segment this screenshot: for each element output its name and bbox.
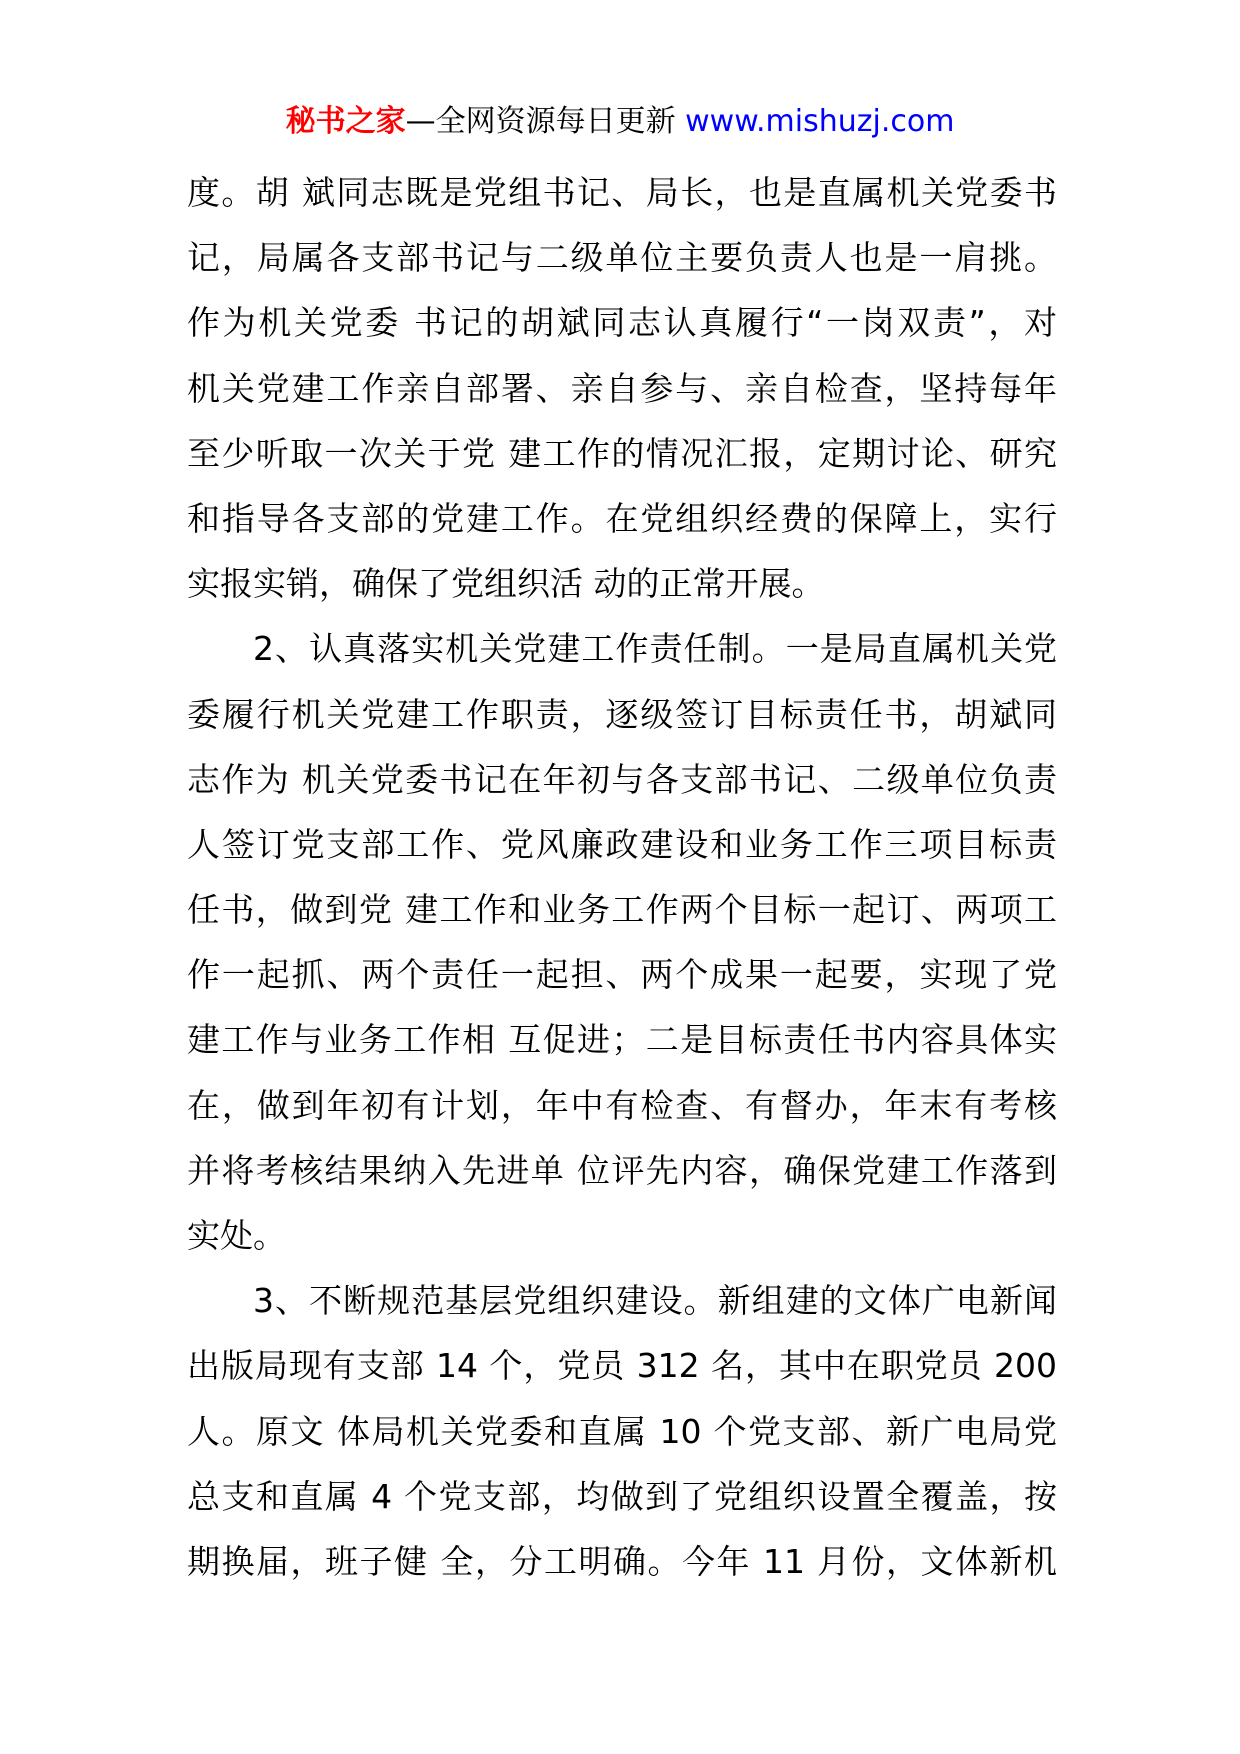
text-line: 在，做到年初有计划，年中有检查、有督办，年末有考核 <box>187 1085 1057 1125</box>
text-line: 建工作与业务工作相 互促进；二是目标责任书内容具体实 <box>187 1020 1057 1060</box>
brand-name: 秘书之家 <box>285 104 406 139</box>
text-line: 至少听取一次关于党 建工作的情况汇报，定期讨论、研究 <box>187 433 1057 473</box>
text-line: 作一起抓、两个责任一起担、两个成果一起要，实现了党 <box>187 955 1057 995</box>
text-line: 和指导各支部的党建工作。在党组织经费的保障上，实行 <box>187 498 1057 538</box>
text-line: 度。胡 斌同志既是党组书记、局长，也是直属机关党委书 <box>187 173 1057 212</box>
page-header <box>0 100 1240 144</box>
text-line: 机关党建工作亲自部署、亲自参与、亲自检查，坚持每年 <box>187 368 1057 408</box>
paragraph-start: 2、认真落实机关党建工作责任制。一是局直属机关党 <box>253 629 1057 669</box>
text-line: 出版局现有支部 14 个，党员 312 名，其中在职党员 200 <box>187 1346 1057 1386</box>
text-line: 作为机关党委 书记的胡斌同志认真履行“一岗双责”，对 <box>187 303 1057 343</box>
text-line: 人签订党支部工作、党风廉政建设和业务工作三项目标责 <box>187 824 1057 864</box>
text-line: 志作为 机关党委书记在年初与各支部书记、二级单位负责 <box>187 759 1057 799</box>
website-link[interactable]: www.mishuzj.com <box>685 104 955 139</box>
document-body <box>187 160 1057 1594</box>
text-line: 任书，做到党 建工作和业务工作两个目标一起订、两项工 <box>187 890 1057 930</box>
text-line: 委履行机关党建工作职责，逐级签订目标责任书，胡斌同 <box>187 694 1057 734</box>
text-line: 总支和直属 4 个党支部，均做到了党组织设置全覆盖，按 <box>187 1476 1057 1516</box>
text-line: 记，局属各支部书记与二级单位主要负责人也是一肩挑。 <box>187 238 1057 278</box>
text-line: 并将考核结果纳入先进单 位评先内容，确保党建工作落到 <box>187 1150 1057 1190</box>
text-line: 实处。 <box>187 1216 286 1255</box>
text-line: 期换届，班子健 全，分工明确。今年 11 月份，文体新机 <box>187 1541 1057 1581</box>
text-line: 实报实销，确保了党组织活 动的正常开展。 <box>187 564 825 604</box>
paragraph-start: 3、不断规范基层党组织建设。新组建的文体广电新闻 <box>253 1281 1057 1321</box>
header-slogan: —全网资源每日更新 <box>405 104 676 139</box>
text-line: 人。原文 体局机关党委和直属 10 个党支部、新广电局党 <box>187 1411 1057 1451</box>
